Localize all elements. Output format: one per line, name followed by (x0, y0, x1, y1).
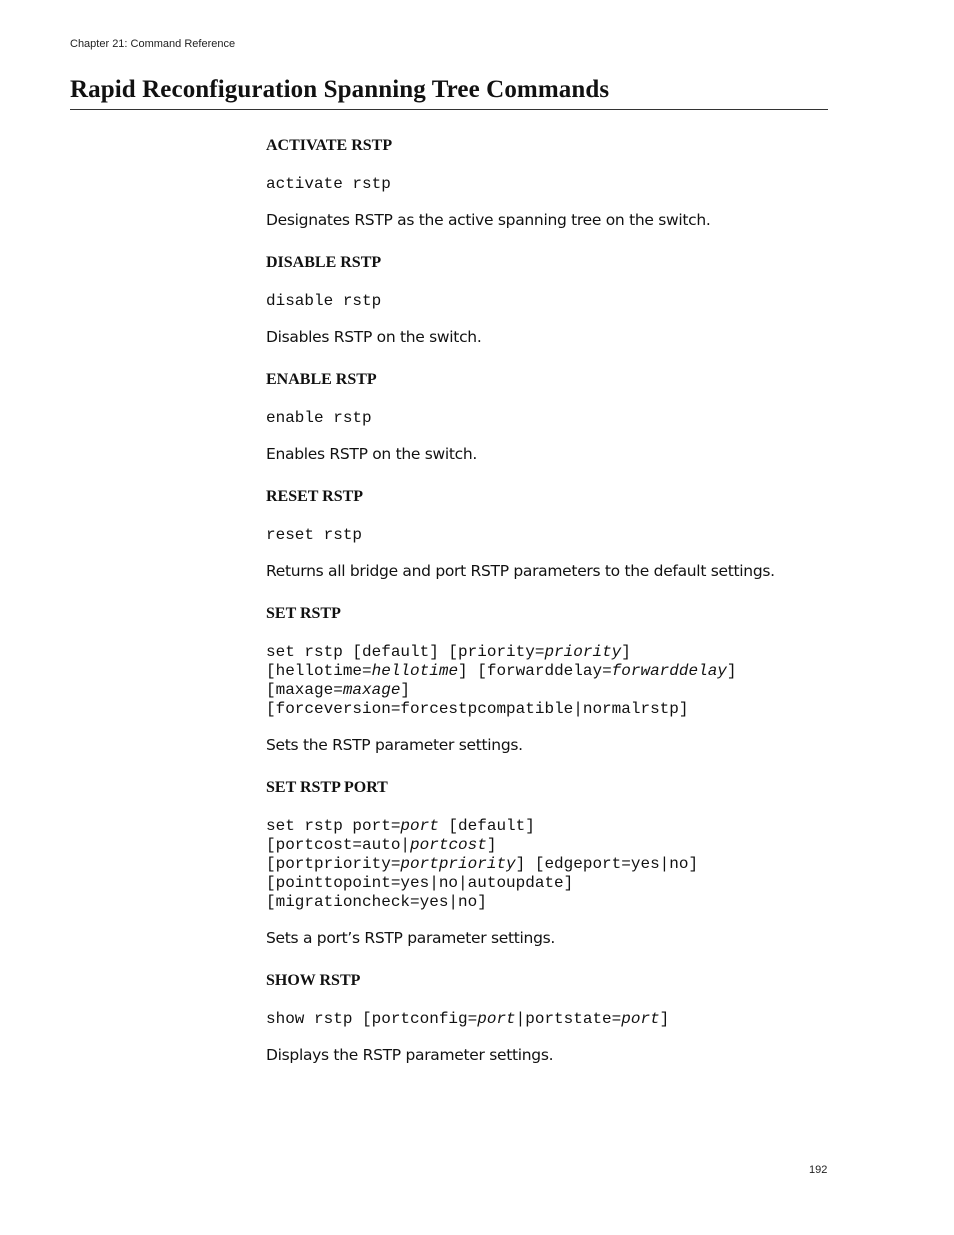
command-heading: RESET RSTP (266, 488, 364, 505)
syntax-line (266, 855, 846, 874)
command-heading: SHOW RSTP (266, 972, 361, 989)
syntax-parameter: forwarddelay (611, 662, 727, 680)
syntax-line (266, 700, 846, 719)
syntax-text: ] (621, 643, 631, 661)
command-syntax (266, 526, 846, 545)
command-section (266, 136, 846, 230)
syntax-parameter: port (400, 817, 439, 835)
syntax-text: [forceversion=forcestpcompatible|normalrstp] (266, 700, 689, 718)
syntax-line (266, 175, 846, 194)
syntax-text: show rstp [portconfig= (266, 1010, 478, 1028)
command-description: Returns all bridge and port RSTP parameters to the default settings. (266, 562, 775, 580)
syntax-parameter: port (621, 1010, 660, 1028)
syntax-parameter: port (477, 1010, 516, 1028)
running-header: Chapter 21: Command Reference (70, 38, 236, 50)
command-syntax (266, 409, 846, 428)
command-description: Disables RSTP on the switch. (266, 328, 482, 346)
command-list (266, 136, 846, 1088)
syntax-line (266, 836, 846, 855)
syntax-text: ] [edgeport=yes|no] (515, 855, 699, 873)
syntax-line (266, 526, 846, 545)
command-section (266, 487, 846, 581)
syntax-line (266, 817, 846, 836)
command-description: Displays the RSTP parameter settings. (266, 1046, 554, 1064)
syntax-text: |portstate= (515, 1010, 622, 1028)
syntax-line (266, 1010, 846, 1029)
syntax-text: ] (659, 1010, 670, 1028)
command-heading: DISABLE RSTP (266, 254, 382, 271)
syntax-text: set rstp [default] [priority= (266, 643, 545, 661)
page-number: 192 (809, 1164, 828, 1176)
command-syntax (266, 1010, 846, 1029)
syntax-line (266, 662, 846, 681)
syntax-parameter: priority (544, 643, 622, 661)
command-heading: ENABLE RSTP (266, 371, 377, 388)
syntax-text: reset rstp (266, 526, 363, 544)
syntax-line (266, 292, 846, 311)
syntax-text: [migrationcheck=yes|no] (266, 893, 487, 911)
command-heading: SET RSTP PORT (266, 779, 388, 796)
command-heading: SET RSTP (266, 605, 341, 622)
syntax-text: [maxage= (266, 681, 343, 699)
syntax-line (266, 643, 846, 662)
command-syntax (266, 643, 846, 719)
syntax-text: ] (400, 681, 411, 699)
syntax-text: activate rstp (266, 175, 391, 193)
command-section (266, 778, 846, 948)
command-heading: ACTIVATE RSTP (266, 137, 393, 154)
syntax-text: [default] (438, 817, 535, 835)
command-section (266, 253, 846, 347)
syntax-parameter: portpriority (400, 855, 516, 873)
syntax-parameter: maxage (342, 681, 401, 699)
command-description: Sets a port’s RSTP parameter settings. (266, 929, 556, 947)
syntax-parameter: hellotime (371, 662, 459, 680)
syntax-line (266, 893, 846, 912)
syntax-text: disable rstp (266, 292, 382, 310)
syntax-text: set rstp port= (266, 817, 401, 835)
command-description: Enables RSTP on the switch. (266, 445, 478, 463)
syntax-parameter: portcost (410, 836, 487, 854)
syntax-text: [portcost=auto| (266, 836, 411, 854)
command-syntax (266, 817, 846, 912)
syntax-text: enable rstp (266, 409, 372, 427)
page-title: Rapid Reconfiguration Spanning Tree Commands (70, 76, 610, 103)
syntax-line (266, 409, 846, 428)
command-section (266, 370, 846, 464)
syntax-text: [hellotime= (266, 662, 372, 680)
syntax-text: [pointtopoint=yes|no|autoupdate] (266, 874, 574, 892)
syntax-line (266, 681, 846, 700)
command-section (266, 971, 846, 1065)
syntax-line (266, 874, 846, 893)
command-syntax (266, 175, 846, 194)
title-divider (70, 109, 828, 110)
syntax-text: ] (486, 836, 497, 854)
syntax-text: ] (726, 662, 737, 680)
syntax-text: [portpriority= (266, 855, 401, 873)
command-description: Designates RSTP as the active spanning tree on the switch. (266, 211, 711, 229)
command-description: Sets the RSTP parameter settings. (266, 736, 523, 754)
command-syntax (266, 292, 846, 311)
syntax-text: ] [forwarddelay= (458, 662, 612, 680)
command-section (266, 604, 846, 755)
